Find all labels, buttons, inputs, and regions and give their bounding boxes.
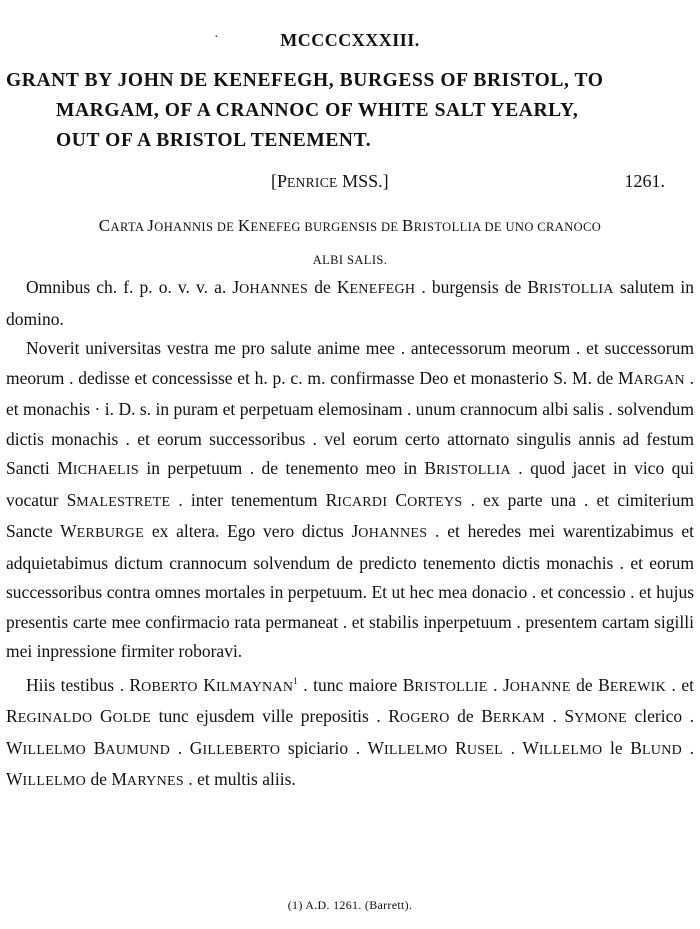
text-run: B — [481, 706, 493, 726]
text-run: ex altera. Ego vero dictus — [144, 521, 352, 541]
text-run: S — [564, 706, 575, 726]
text-run: G — [189, 737, 203, 758]
text-run: W — [522, 737, 539, 758]
title-line-3: OUT OF A BRISTOL TENEMENT. — [56, 130, 372, 151]
text-run: . et multis aliis. — [183, 769, 296, 789]
small-caps-name: ARYNES — [126, 774, 184, 789]
small-caps-name: EGINALDO — [17, 711, 93, 726]
text-run — [92, 706, 100, 726]
footnote-marker: 1 — [293, 675, 298, 686]
text-run: . burgensis de — [415, 277, 528, 297]
source-year: 1261. — [624, 171, 665, 191]
text-run: . — [170, 737, 190, 758]
text-run: B — [630, 737, 642, 758]
text-run: J — [502, 674, 510, 695]
source-bracket: [ — [271, 171, 277, 191]
text-run: . et monachis · i. D. s. in puram et perpetuam elemosinam . unum crannocum albi salis . solvendum dictis monachis . et eorum successoribus . vel eorum certo attornato singulis annis ad festum Sancti — [6, 367, 695, 478]
charter-body — [6, 273, 694, 797]
small-caps-name: OGERO — [399, 711, 450, 726]
small-caps-name: ILLEBERTO — [202, 742, 281, 758]
text-run: . tunc maiore — [297, 674, 403, 695]
paragraph-grant — [6, 334, 694, 667]
latin-heading-line-1: CARTA JOHANNIS DE KENEFEG BURGENSIS DE BRISTOLLIA DE UNO CRANOCO — [98, 216, 602, 235]
small-caps-name: ERKAM — [492, 711, 545, 726]
text-run: clerico . — [626, 706, 695, 726]
text-run: R — [388, 706, 400, 726]
text-run: de — [570, 674, 599, 695]
latin-heading — [0, 210, 700, 276]
title-line-2: MARGAM, OF A CRANNOC OF WHITE SALT YEARLY, — [56, 100, 579, 121]
text-run: salutem in domino. — [6, 277, 695, 329]
text-run: . — [544, 706, 565, 726]
small-caps-name: MALESTRETE — [76, 494, 171, 510]
latin-heading-line-2: ALBI SALIS. — [312, 253, 388, 267]
small-caps-name: RISTOLLIE — [414, 679, 488, 695]
text-run — [448, 738, 456, 758]
small-caps-name: ICHAELIS — [72, 463, 139, 478]
title-line-1: GRANT BY JOHN DE KENEFEGH, BURGESS OF BRISTOL, TO — [6, 70, 604, 91]
text-run: W — [367, 737, 384, 758]
source-mss: MSS.] — [337, 171, 389, 191]
text-run: M — [57, 458, 73, 478]
small-caps-name: ILMAYNAN — [215, 679, 294, 695]
text-run: Noverit universitas vestra me pro salute anime mee . antecessorum meorum . et successorum meorum . dedisse et concessisse et h. p. c. m. confirmasse Deo et monasterio S. M. de — [6, 338, 694, 388]
text-run: G — [99, 706, 113, 726]
text-run: tunc ejusdem ville prepositis . — [151, 706, 389, 726]
text-run: . — [503, 737, 523, 758]
small-caps-name: YMONE — [574, 711, 627, 726]
text-run: . et — [666, 674, 694, 695]
small-caps-name: ENEFEGH — [349, 282, 416, 297]
text-run: J — [232, 277, 240, 297]
text-run: de — [308, 277, 337, 297]
text-run: . quod jacet in vico qui vocatur — [6, 458, 694, 510]
small-caps-name: OHANNES — [239, 282, 309, 297]
text-run: Hiis testibus . — [26, 674, 130, 695]
text-run: R — [6, 706, 18, 726]
source-reference — [271, 171, 389, 192]
text-run: B — [93, 737, 106, 758]
text-run: C — [395, 489, 408, 510]
text-run: J — [351, 521, 359, 541]
text-run: . inter tenementum — [170, 489, 326, 510]
text-run: B — [527, 277, 540, 297]
small-caps-name: LUND — [641, 742, 683, 758]
text-run: W — [60, 521, 77, 541]
text-run: B — [598, 674, 610, 695]
small-caps-name: ILLELMO — [22, 742, 87, 758]
text-run — [86, 738, 94, 758]
text-run: de — [449, 706, 482, 726]
source-cap: P — [277, 171, 288, 191]
text-run: de — [86, 769, 112, 789]
text-run: K — [203, 674, 216, 695]
text-run: Omnibus ch. f. p. o. v. v. a. — [26, 277, 233, 297]
small-caps-name: ARGAN — [633, 372, 685, 388]
small-caps-name: ILLELMO — [383, 742, 448, 758]
text-run: . ex parte una . et cimiterium Sancte — [6, 489, 694, 541]
text-run: B — [424, 458, 437, 478]
text-run: . — [487, 674, 503, 695]
charter-number: MCCCCXXXIII. — [280, 30, 420, 50]
text-run: le — [602, 737, 631, 758]
small-caps-name: AUMUND — [105, 742, 171, 758]
text-run: K — [336, 277, 350, 297]
text-run: R — [325, 489, 338, 510]
small-caps-name: USEL — [466, 742, 504, 758]
small-caps-name: ERBURGE — [76, 526, 145, 541]
text-run: R — [129, 674, 142, 695]
paragraph-greeting — [6, 273, 694, 334]
stray-dot: · — [214, 30, 219, 45]
small-caps-name: ILLELMO — [538, 742, 603, 758]
text-run: . — [682, 737, 695, 758]
text-run: W — [6, 737, 23, 758]
text-run: . et heredes mei warentizabimus et adquietabimus dictum crannocum solvendum de predicto tenemento dictis monachis . et eorum successoribus contra omnes mortales in perpetuum. Et ut hec mea donacio . et concessio . et hujus presentis carte mee confirmacio rata permaneat . et stabilis inperpetuum . presentem cartam sigilli mei inpressione firmiter roboravi. — [6, 521, 694, 661]
footnote: (1) A.D. 1261. (Barrett). — [287, 898, 413, 912]
text-run: M — [618, 367, 634, 388]
small-caps-name: RISTOLLIA — [436, 463, 511, 478]
small-caps-name: OHANNE — [509, 679, 571, 695]
small-caps-name: ICARDI — [337, 494, 388, 510]
source-name: ENRICE — [287, 175, 338, 190]
text-run: R — [455, 737, 467, 758]
text-run: spiciario . — [280, 737, 368, 758]
small-caps-name: OBERTO — [141, 679, 198, 695]
charter-title — [6, 66, 670, 156]
small-caps-name: OLDE — [112, 711, 152, 726]
text-run: B — [402, 674, 415, 695]
paragraph-witnesses — [6, 671, 694, 797]
small-caps-name: OHANNES — [358, 526, 428, 541]
source-line — [0, 171, 665, 195]
small-caps-name: ILLELMO — [22, 774, 87, 789]
text-run: W — [6, 769, 23, 789]
small-caps-name: RISTOLLIA — [539, 282, 614, 297]
small-caps-name: ORTEYS — [407, 494, 463, 510]
small-caps-name: EREWIK — [609, 679, 667, 695]
text-run: S — [66, 489, 77, 510]
text-run: in perpetuum . de tenemento meo in — [138, 458, 425, 478]
text-run: M — [111, 769, 127, 789]
